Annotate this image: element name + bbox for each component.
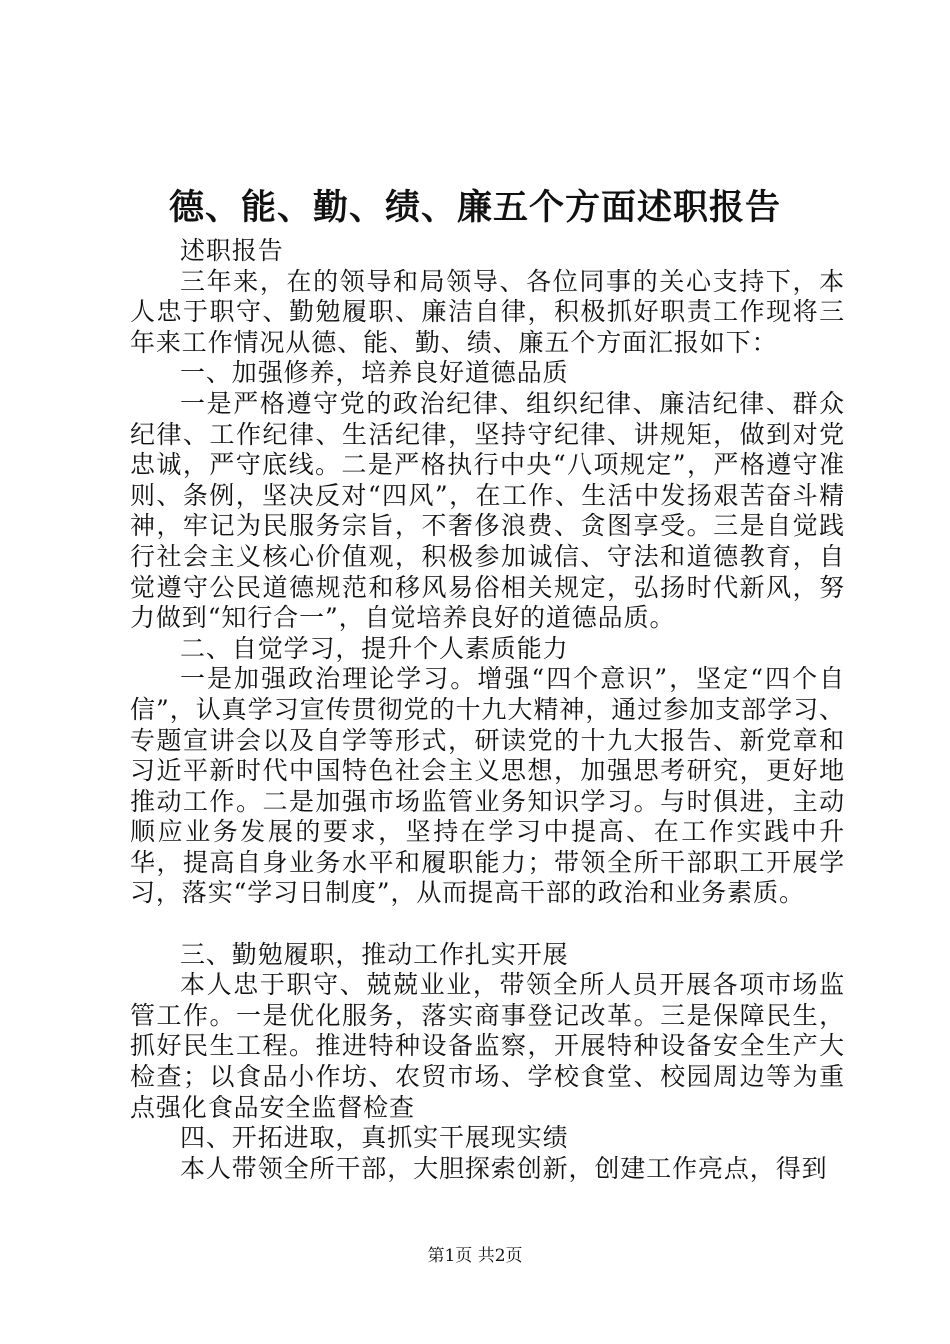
paragraph-heading-report: 述职报告 [180, 236, 284, 265]
paragraph-section-2: 一是加强政治理论学习。增强“四个意识”，坚定“四个自信”，认真学习宣传贯彻党的十九大精神，通过参加支部学习、专题宣讲会以及自学等形式，研读党的十九大报告、新党章和习近平新时代中国特色社会主义思想，加强思考研究，更好地推动工作。二是加强市场监管业务知识学习。与时俱进，主动顺应业务发展的要求，坚持在学习中提高、在工作实践中升华，提高自身业务水平和履职能力；带领全所干部职工开展学习，落实“学习日制度”，从而提高干部的政治和业务素质。 [130, 664, 845, 908]
paragraph-spacer [130, 909, 845, 940]
paragraph-section-1: 一是严格遵守党的政治纪律、组织纪律、廉洁纪律、群众纪律、工作纪律、生活纪律，坚持守纪律、讲规矩，做到对党忠诚，严守底线。二是严格执行中央“八项规定”，严格遵守准则、条例，坚决反对“四风”，在工作、生活中发扬艰苦奋斗精神，牢记为民服务宗旨，不奢侈浪费、贪图享受。三是自觉践行社会主义核心价值观，积极参加诚信、守法和道德教育，自觉遵守公民道德规范和移风易俗相关规定，弘扬时代新风，努力做到“知行合一”，自觉培养良好的道德品质。 [130, 388, 845, 633]
paragraph-intro: 三年来，在的领导和局领导、各位同事的关心支持下，本人忠于职守、勤勉履职、廉洁自律，积极抓好职责工作现将三年来工作情况从德、能、勤、绩、廉五个方面汇报如下： [130, 266, 845, 357]
paragraph-section-3: 本人忠于职守、兢兢业业，带领全所人员开展各项市场监管工作。一是优化服务，落实商事登记改革。三是保障民生，抓好民生工程。推进特种设备监察，开展特种设备安全生产大检查；以食品小作坊、农贸市场、学校食堂、校园周边等为重点强化食品安全监督检查 [130, 970, 845, 1122]
page-number-footer: 第1页 共2页 [427, 1246, 523, 1266]
document-title: 德、能、勤、绩、廉五个方面述职报告 [168, 187, 781, 228]
section-heading-1: 一、加强修养，培养良好道德品质 [180, 358, 569, 388]
document-body [130, 236, 845, 1184]
section-heading-2: 二、自觉学习，提升个人素质能力 [180, 633, 569, 663]
section-heading-3: 三、勤勉履职，推动工作扎实开展 [180, 939, 569, 969]
paragraph-section-4: 本人带领全所干部，大胆探索创新，创建工作亮点，得到 [180, 1153, 828, 1183]
section-heading-4: 四、开拓进取，真抓实干展现实绩 [180, 1123, 569, 1153]
